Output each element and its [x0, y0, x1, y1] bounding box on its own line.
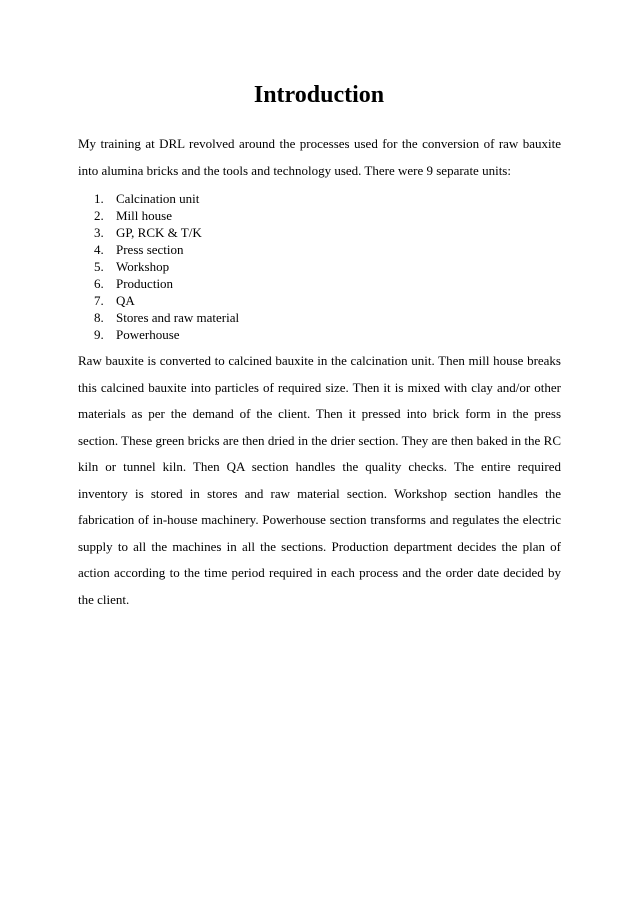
- list-item: [94, 326, 239, 343]
- list-item-label: GP, RCK & T/K: [116, 225, 202, 240]
- intro-paragraph: My training at DRL revolved around the processes used for the conversion of raw bauxite into alumina bricks and the tools and technology used. There were 9 separate units:: [78, 136, 561, 178]
- list-item: [94, 292, 239, 309]
- list-item-number: 3.: [94, 225, 104, 240]
- list-item-label: Powerhouse: [116, 327, 180, 342]
- list-item: [94, 207, 239, 224]
- list-item-number: 2.: [94, 208, 104, 223]
- list-item: [94, 275, 239, 292]
- list-item-label: Press section: [116, 242, 184, 257]
- unit-list: [94, 190, 239, 343]
- list-item-number: 7.: [94, 293, 104, 308]
- list-item-label: QA: [116, 293, 135, 308]
- body-paragraph: Raw bauxite is converted to calcined bauxite in the calcination unit. Then mill house breaks this calcined bauxite into particles of required size. Then it is mixed with clay and/or other materials as per the demand of the client. Then it pressed into brick form in the press section. These green bricks are then dried in the drier section. They are then baked in the RC kiln or tunnel kiln. Then QA section handles the quality checks. The entire required inventory is stored in stores and raw material section. Workshop section handles the fabrication of in-house machinery. Powerhouse section transforms and regulates the electric supply to all the machines in all the sections. Production department decides the plan of action according to the time period required in each process and the order date decided by the client.: [78, 353, 561, 607]
- list-item-number: 9.: [94, 327, 104, 342]
- list-item: [94, 258, 239, 275]
- list-item: [94, 224, 239, 241]
- list-item-number: 1.: [94, 191, 104, 206]
- list-item: [94, 309, 239, 326]
- list-item-number: 8.: [94, 310, 104, 325]
- list-item: [94, 241, 239, 258]
- list-item-number: 6.: [94, 276, 104, 291]
- list-item: [94, 190, 239, 207]
- list-item-label: Workshop: [116, 259, 170, 274]
- list-item-number: 4.: [94, 242, 104, 257]
- list-item-label: Stores and raw material: [116, 310, 240, 325]
- page-title: Introduction: [253, 82, 385, 108]
- list-item-label: Mill house: [116, 208, 172, 223]
- list-item-label: Production: [116, 276, 174, 291]
- list-item-label: Calcination unit: [116, 191, 200, 206]
- list-item-number: 5.: [94, 259, 104, 274]
